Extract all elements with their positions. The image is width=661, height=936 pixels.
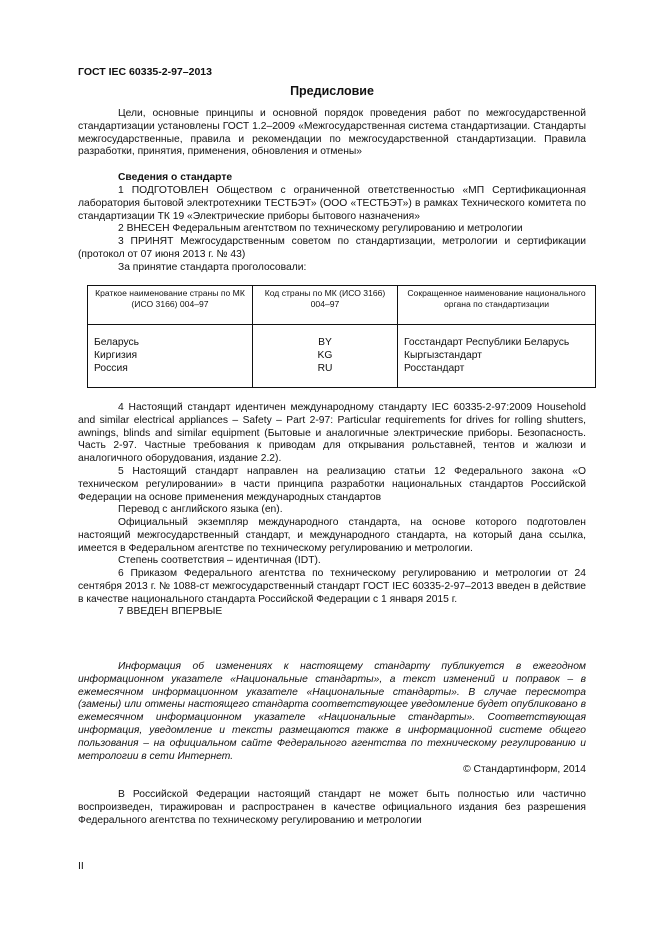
standards-body: Госстандарт Республики Беларусь [404,337,570,348]
copyright: © Стандартинформ, 2014 [463,764,586,775]
translation-note: Перевод с английского языка (en). [118,504,283,515]
country-name: Киргизия [94,349,138,361]
reproduction-notice: В Российской Федерации настоящий стандарт не может быть полностью или частично воспроизведен, тиражирован и распространен в качестве официального издания без разрешения Федерального агентства по техническому регулированию и метрологии [78,789,586,826]
votes-table [87,285,596,388]
country-code: RU [317,362,333,374]
column-header-country: Краткое наименование страны по МК (ИСО 3166) 004–97 [88,286,253,325]
item-7-first-introduced: 7 ВВЕДЕН ВПЕРВЫЕ [118,606,223,617]
info-heading: Сведения о стандарте [118,172,233,183]
country-name: Беларусь [94,337,140,348]
item-5-purpose: 5 Настоящий стандарт направлен на реализацию статьи 12 Федерального закона «О техническом регулировании» в части принципа разработки национальных стандартов Российской Федерации на основе применения международных стандартов [78,466,586,503]
official-copy-note: Официальный экземпляр международного стандарта, на основе которого подготовлен настоящий межгосударственный стандарт, и международного стандарта, на который дана ссылка, имеется в Федеральном агентстве по техническому регулированию и метрологии. [78,517,586,554]
standards-body: Росстандарт [404,362,465,374]
page-title: Предисловие [290,84,374,98]
conformity-degree: Степень соответствия – идентичная (IDT). [118,555,321,566]
body-cell [398,325,596,388]
standard-id: ГОСТ IEC 60335-2-97–2013 [78,66,212,78]
country-code: KG [317,349,333,361]
item-3-adopted: 3 ПРИНЯТ Межгосударственным советом по стандартизации, метрологии и сертификации (протокол от 07 июня 2013 г. № 43) [78,236,586,260]
table-row [88,325,596,388]
item-6-order: 6 Приказом Федерального агентства по техническому регулированию и метрологии от 24 сентября 2013 г. № 1088-ст межгосударственный стандарт ГОСТ IEC 60335-2-97–2013 введен в действие в качестве национального стандарта Российской Федерации с 1 января 2015 г. [78,568,586,605]
item-2-introduced: 2 ВНЕСЕН Федеральным агентством по техническому регулированию и метрологии [118,223,523,234]
vote-intro: За принятие стандарта проголосовали: [118,262,307,273]
column-header-code: Код страны по МК (ИСО 3166) 004–97 [253,286,398,325]
table-header-row [88,286,596,325]
item-4-identical: 4 Настоящий стандарт идентичен международному стандарту IEC 60335-2-97:2009 Household and similar electrical appliances – Safety – Part 2-97: Particular requirements for drives for rolling shutters, awnings, blinds and similar equipment (Бытовые и аналогичные электрические приборы. Безопасность. Часть 2-97. Частные требования к приводам для открывания рольставней, тентов и жалюзи и аналогичного оборудования, издание 2.2). [78,402,586,465]
standards-body: Кыргызстандарт [404,349,483,361]
item-1-prepared: 1 ПОДГОТОВЛЕН Обществом с ограниченной ответственностью «МП Сертификационная лаборатория бытовой электротехники ТЕСТБЭТ» (ООО «ТЕСТБЭТ») в рамках Технического комитета по стандартизации ТК 19 «Электрические приборы бытового назначения» [78,185,586,222]
country-cell [88,325,253,388]
intro-paragraph: Цели, основные принципы и основной порядок проведения работ по межгосударственной стандартизации установлены ГОСТ 1.2–2009 «Межгосударственная система стандартизации. Стандарты межгосударственные, правила и рекомендации по межгосударственной стандартизации. Правила разработки, принятия, применения, обновления и отмены» [78,108,586,158]
changes-notice: Информация об изменениях к настоящему стандарту публикуется в ежегодном информационном указателе «Национальные стандарты», а текст изменений и поправок – в ежемесячном информационном указателе «Национальные стандарты». В случае пересмотра (замены) или отмены настоящего стандарта соответствующее уведомление будет опубликовано в ежемесячном информационном указателе «Национальные стандарты». Соответствующая информация, уведомление и тексты размещаются также в информационной системе общего пользования – на официальном сайте Федерального агентства по техническому регулированию и метрологии в сети Интернет. [78,661,586,762]
column-header-body: Сокращенное наименование национального органа по стандартизации [398,286,596,325]
page-number: II [78,860,84,872]
country-name: Россия [94,362,128,374]
country-code: BY [318,337,332,348]
code-cell [253,325,398,388]
